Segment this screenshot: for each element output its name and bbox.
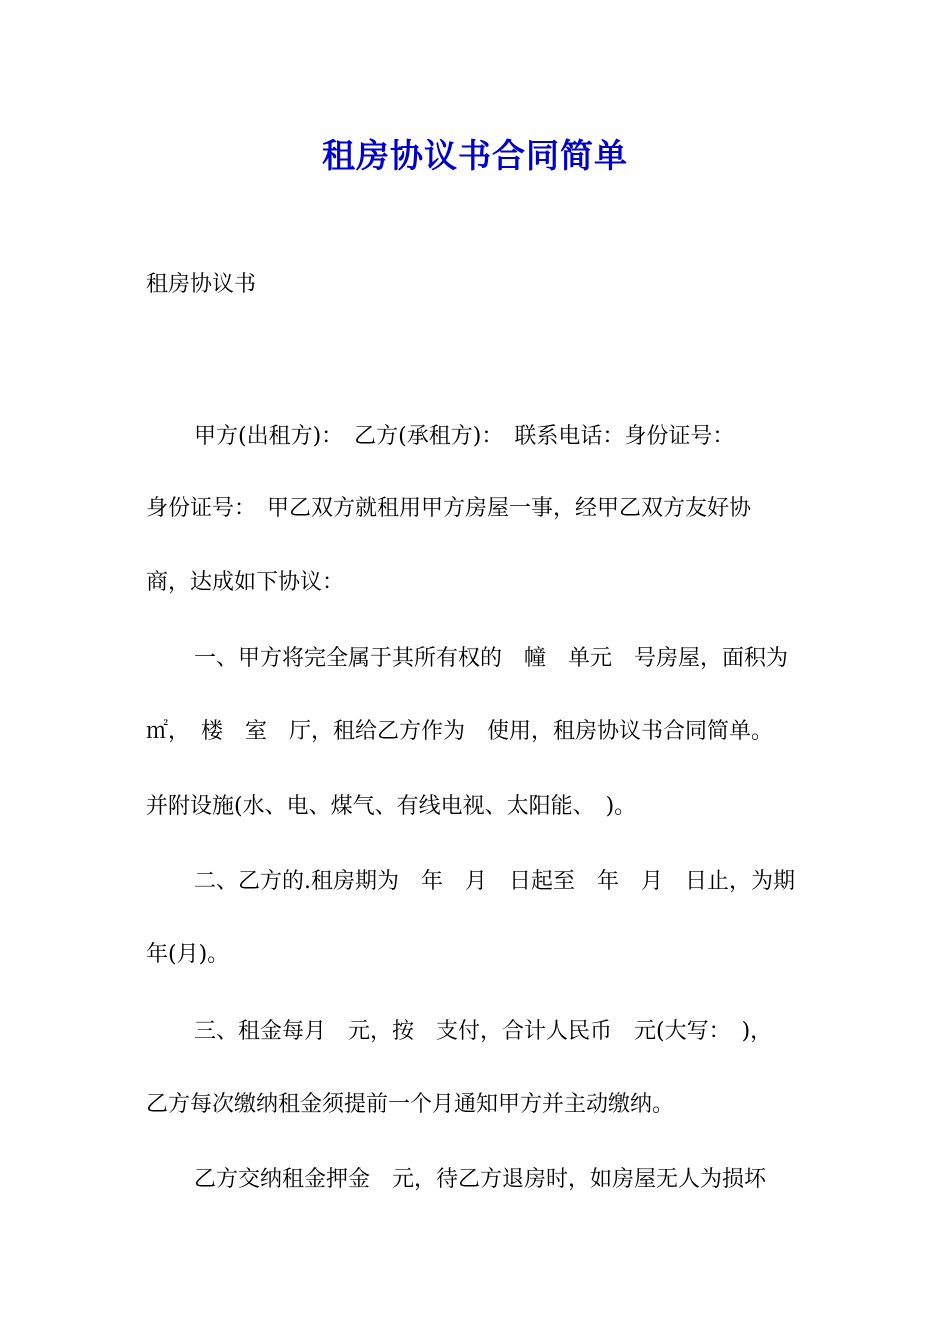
paragraph-line: 甲方(出租方)： 乙方(承租方)： 联系电话：身份证号： <box>194 424 735 449</box>
paragraph-line: ㎡， 楼 室 厅，租给乙方作为 使用，租房协议书合同简单。 <box>146 719 774 744</box>
document-subtitle: 租房协议书 <box>146 272 257 297</box>
paragraph-line: 年(月)。 <box>146 942 230 967</box>
paragraph-line: 乙方每次缴纳租金须提前一个月通知甲方并主动缴纳。 <box>146 1092 675 1117</box>
document-title: 租房协议书合同简单 <box>322 136 628 175</box>
paragraph-line: 一、甲方将完全属于其所有权的 幢 单元 号房屋，面积为 <box>194 646 789 671</box>
paragraph-line: 商，达成如下协议： <box>146 570 345 595</box>
paragraph-line: 三、租金每月 元，按 支付，合计人民币 元(大写： )， <box>194 1019 773 1044</box>
paragraph-line: 二、乙方的.租房期为 年 月 日起至 年 月 日止，为期 <box>194 869 795 894</box>
paragraph-line: 并附设施(水、电、煤气、有线电视、太阳能、 )。 <box>146 794 637 819</box>
paragraph-line: 乙方交纳租金押金 元，待乙方退房时，如房屋无人为损坏 <box>194 1167 767 1192</box>
paragraph-line: 身份证号： 甲乙双方就租用甲方房屋一事，经甲乙双方友好协 <box>146 496 752 521</box>
